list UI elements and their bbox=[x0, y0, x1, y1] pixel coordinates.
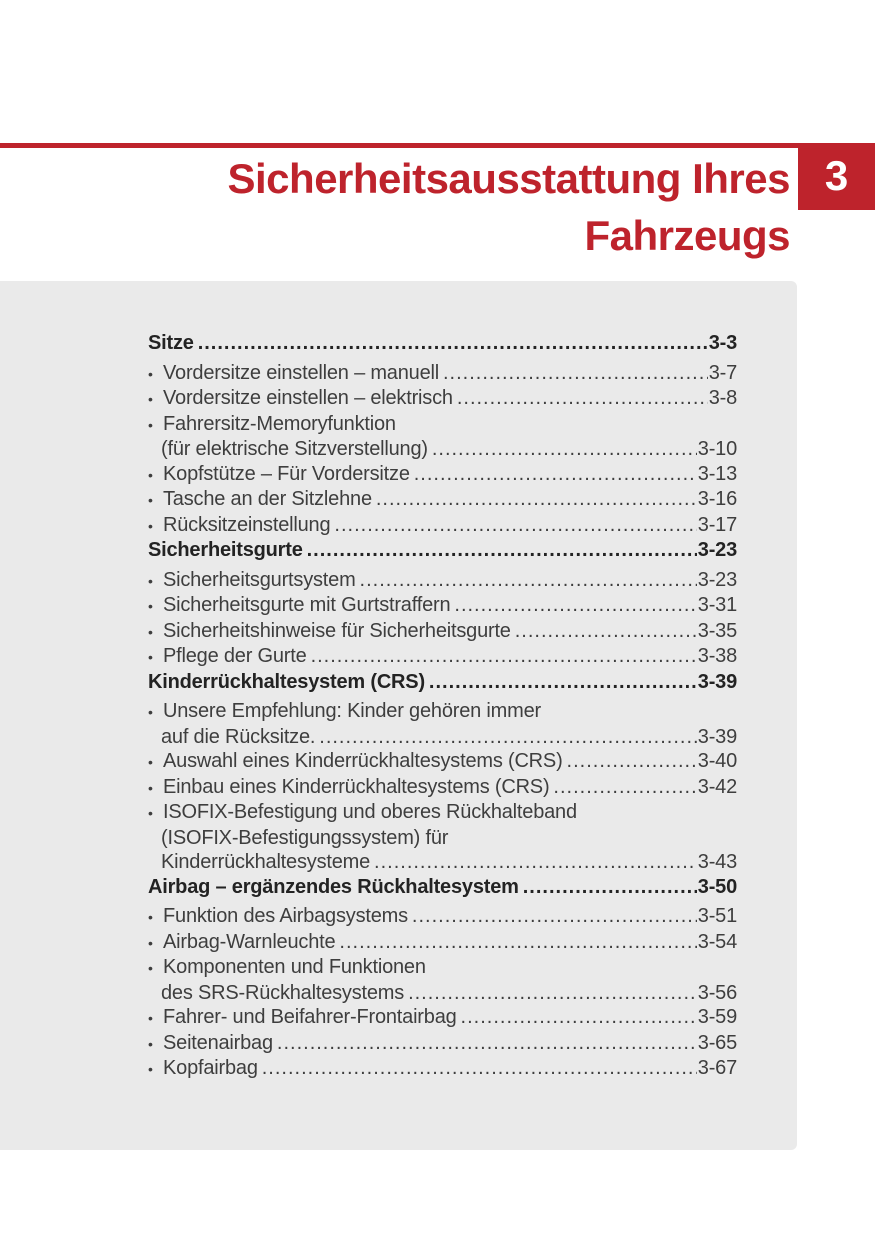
toc-entry-label: des SRS-Rückhaltesystems bbox=[161, 981, 405, 1004]
toc-entry bbox=[148, 749, 737, 775]
toc-entry-page: 3-13 bbox=[697, 462, 737, 485]
bullet-icon: • bbox=[148, 365, 153, 382]
dot-leader bbox=[553, 775, 696, 800]
toc-entry-label: Funktion des Airbagsystems bbox=[163, 905, 408, 927]
toc-entry-page: 3-35 bbox=[697, 619, 737, 642]
toc-entry-label: Komponenten und Funktionen bbox=[163, 956, 426, 978]
toc-entry-label: Fahrersitz-Memoryfunktion bbox=[163, 412, 396, 435]
toc-entry bbox=[148, 904, 737, 930]
toc-entry bbox=[148, 875, 737, 900]
toc-entry bbox=[148, 1005, 737, 1031]
dot-leader bbox=[457, 386, 708, 411]
bullet-icon: • bbox=[148, 1035, 153, 1052]
dot-leader bbox=[319, 725, 697, 750]
toc-entry-page: 3-39 bbox=[697, 670, 737, 693]
bullet-icon: • bbox=[148, 649, 153, 665]
dot-leader bbox=[277, 1031, 697, 1056]
toc-entry-label: (ISOFIX-Befestigungssystem) für bbox=[161, 826, 449, 849]
dot-leader bbox=[360, 568, 697, 593]
dot-leader bbox=[307, 538, 697, 563]
bullet-icon: • bbox=[148, 572, 153, 589]
toc-entry-label: Sicherheitsgurte mit Gurtstraffern bbox=[163, 594, 451, 616]
dot-leader bbox=[311, 644, 697, 669]
toc-entry bbox=[148, 800, 737, 875]
bullet-icon: • bbox=[148, 492, 153, 508]
toc-entry-page: 3-7 bbox=[708, 361, 737, 384]
toc-entry-label: Einbau eines Kinderrückhaltesystems (CRS) bbox=[163, 775, 550, 798]
toc-entry bbox=[148, 462, 737, 488]
toc-entry bbox=[148, 1031, 737, 1057]
bullet-icon: • bbox=[148, 934, 153, 951]
toc-entry bbox=[148, 386, 737, 412]
toc-entry-page: 3-39 bbox=[697, 725, 737, 748]
toc-entry-page: 3-3 bbox=[708, 332, 737, 354]
toc-entry-label: (für elektrische Sitzverstellung) bbox=[161, 438, 428, 460]
dot-leader bbox=[408, 981, 697, 1006]
toc-entry-label: auf die Rücksitze. bbox=[161, 725, 316, 748]
toc-entry-page: 3-10 bbox=[697, 438, 737, 460]
dot-leader bbox=[432, 437, 697, 462]
toc-entry-label: Fahrer- und Beifahrer-Frontairbag bbox=[163, 1006, 457, 1028]
bullet-icon: • bbox=[148, 779, 153, 796]
toc-entry bbox=[148, 568, 737, 594]
toc-entry-label: Pflege der Gurte bbox=[163, 645, 307, 667]
toc-entry bbox=[148, 361, 737, 387]
dot-leader bbox=[412, 904, 697, 929]
toc-entry bbox=[148, 593, 737, 619]
toc-entry-label: Airbag-Warnleuchte bbox=[163, 930, 336, 953]
toc-entry-label: Sitze bbox=[148, 332, 194, 354]
dot-leader bbox=[198, 331, 708, 356]
toc-list bbox=[148, 331, 737, 1082]
toc-entry-label: Seitenairbag bbox=[163, 1031, 273, 1054]
toc-entry-page: 3-17 bbox=[697, 513, 737, 536]
toc-entry-label: Sicherheitsgurtsystem bbox=[163, 568, 356, 591]
toc-entry-page: 3-23 bbox=[697, 568, 737, 591]
dot-leader bbox=[523, 875, 697, 900]
toc-entry-page: 3-38 bbox=[697, 645, 737, 667]
dot-leader bbox=[376, 487, 697, 512]
toc-entry bbox=[148, 930, 737, 956]
toc-entry-label: Auswahl eines Kinderrückhaltesystems (CRS) bbox=[163, 750, 563, 772]
bullet-icon: • bbox=[148, 466, 153, 483]
toc-entry-page: 3-65 bbox=[697, 1031, 737, 1054]
bullet-icon: • bbox=[148, 623, 153, 640]
bullet-icon: • bbox=[148, 1061, 153, 1077]
chapter-number: 3 bbox=[824, 151, 849, 199]
dot-leader bbox=[454, 593, 696, 618]
toc-entry-label: Rücksitzeinstellung bbox=[163, 513, 331, 536]
chapter-title bbox=[228, 150, 791, 264]
bullet-icon: • bbox=[148, 1010, 153, 1026]
toc-entry bbox=[148, 644, 737, 670]
toc-entry bbox=[148, 487, 737, 513]
toc-entry-label: Kopfstütze – Für Vordersitze bbox=[163, 462, 410, 485]
chapter-header-rule bbox=[0, 143, 875, 148]
toc-entry-page: 3-50 bbox=[697, 875, 737, 898]
bullet-icon: • bbox=[148, 391, 153, 407]
dot-leader bbox=[339, 930, 696, 955]
toc-entry-page: 3-40 bbox=[697, 750, 737, 772]
toc-entry-label: Sicherheitshinweise für Sicherheitsgurte bbox=[163, 619, 511, 642]
toc-entry-page: 3-67 bbox=[697, 1057, 737, 1079]
toc-entry-page: 3-54 bbox=[697, 930, 737, 953]
toc-entry bbox=[148, 1056, 737, 1082]
dot-leader bbox=[429, 670, 697, 695]
toc-entry-page: 3-59 bbox=[697, 1006, 737, 1028]
toc-entry-page: 3-56 bbox=[697, 981, 737, 1004]
toc-entry bbox=[148, 619, 737, 645]
toc-entry-label: Kinderrückhaltesystem (CRS) bbox=[148, 670, 425, 693]
dot-leader bbox=[461, 1005, 697, 1030]
bullet-icon: • bbox=[148, 805, 153, 821]
toc-entry-label: Kinderrückhaltesysteme bbox=[161, 851, 371, 873]
toc-entry bbox=[148, 955, 737, 1005]
toc-entry-label: Vordersitze einstellen – elektrisch bbox=[163, 387, 453, 409]
toc-entry bbox=[148, 775, 737, 801]
toc-entry bbox=[148, 513, 737, 539]
toc-entry-page: 3-42 bbox=[697, 775, 737, 798]
chapter-number-badge bbox=[798, 143, 875, 210]
toc-entry-page: 3-43 bbox=[697, 851, 737, 873]
toc-entry-page: 3-51 bbox=[697, 905, 737, 927]
dot-leader bbox=[374, 850, 697, 875]
dot-leader bbox=[262, 1056, 697, 1081]
bullet-icon: • bbox=[148, 960, 153, 976]
dot-leader bbox=[334, 513, 696, 538]
toc-entry-label: Vordersitze einstellen – manuell bbox=[163, 361, 439, 384]
bullet-icon: • bbox=[148, 416, 153, 433]
toc-entry-page: 3-16 bbox=[697, 488, 737, 510]
toc-entry bbox=[148, 538, 737, 563]
toc-entry-page: 3-8 bbox=[708, 387, 737, 409]
toc-panel bbox=[0, 281, 797, 1150]
toc-entry bbox=[148, 331, 737, 356]
dot-leader bbox=[567, 749, 697, 774]
dot-leader bbox=[515, 619, 697, 644]
bullet-icon: • bbox=[148, 598, 153, 614]
toc-entry bbox=[148, 670, 737, 695]
toc-entry-label: ISOFIX-Befestigung und oberes Rückhalteband bbox=[163, 801, 577, 823]
toc-entry-page: 3-23 bbox=[697, 539, 737, 561]
dot-leader bbox=[443, 361, 708, 386]
toc-entry-page: 3-31 bbox=[697, 594, 737, 616]
bullet-icon: • bbox=[148, 704, 153, 720]
bullet-icon: • bbox=[148, 909, 153, 925]
toc-entry-label: Tasche an der Sitzlehne bbox=[163, 488, 372, 510]
toc-entry bbox=[148, 412, 737, 462]
toc-entry-label: Airbag – ergänzendes Rückhaltesystem bbox=[148, 875, 519, 898]
toc-entry-label: Kopfairbag bbox=[163, 1057, 258, 1079]
chapter-title-line2: Fahrzeugs bbox=[584, 212, 790, 259]
toc-entry-label: Unsere Empfehlung: Kinder gehören immer bbox=[163, 700, 541, 722]
dot-leader bbox=[414, 462, 697, 487]
toc-entry bbox=[148, 699, 737, 749]
chapter-title-line1: Sicherheitsausstattung Ihres bbox=[227, 155, 790, 202]
bullet-icon: • bbox=[148, 517, 153, 534]
toc-entry-label: Sicherheitsgurte bbox=[148, 539, 303, 561]
bullet-icon: • bbox=[148, 754, 153, 770]
